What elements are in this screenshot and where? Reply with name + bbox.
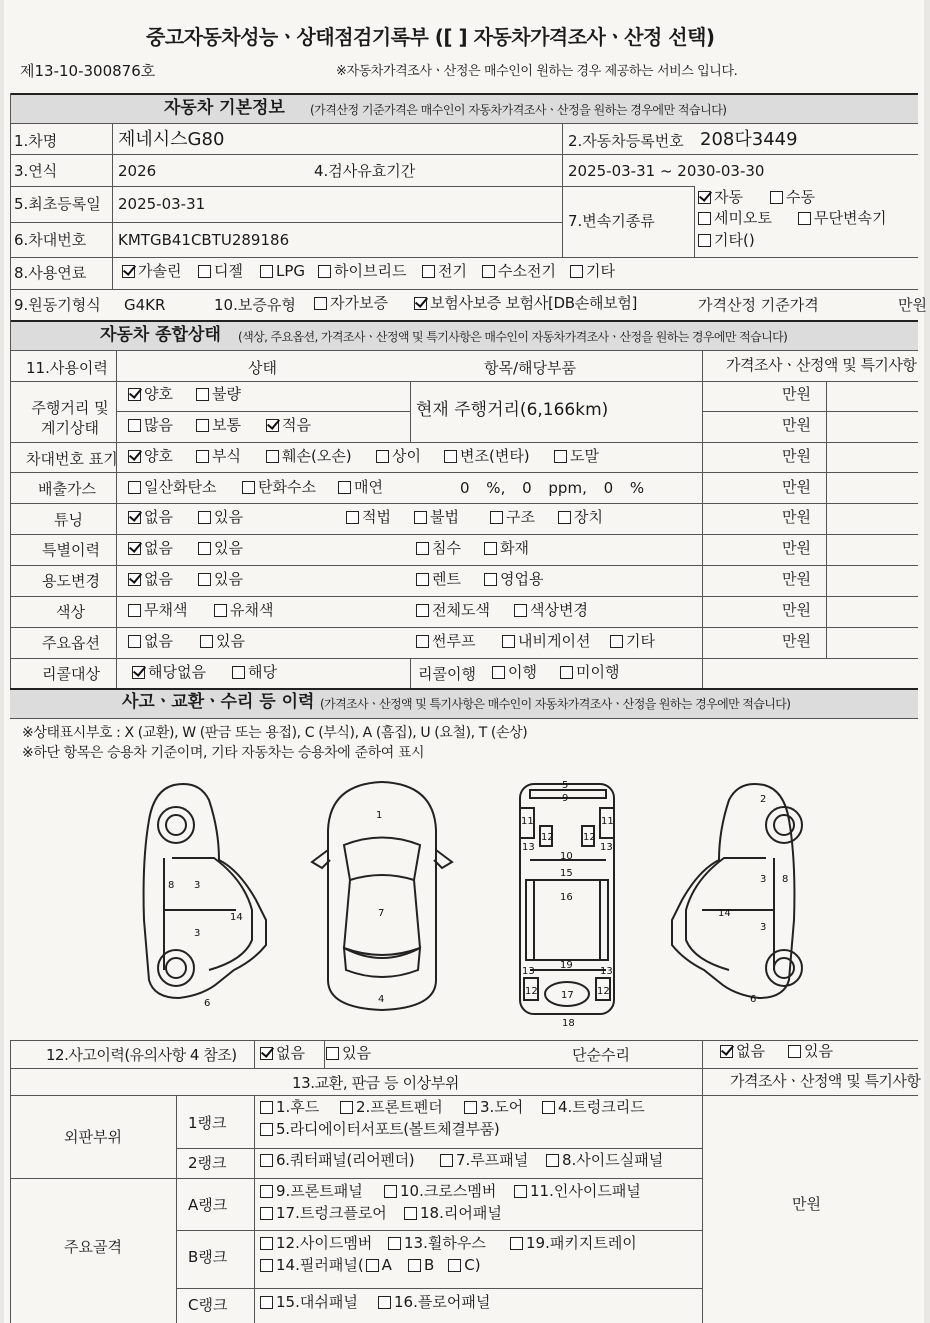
diagram-label-13-under-rear-left: 13 <box>522 966 535 977</box>
price-base-unit: 만원 <box>898 296 927 314</box>
document-number: 제13-10-300876호 <box>20 62 156 80</box>
car-diagram <box>4 770 924 1040</box>
part-quarter-panel-option[interactable]: 6.쿼터패널(리어펜더) <box>260 1153 414 1168</box>
first-reg-value: 2025-03-31 <box>118 195 206 213</box>
form-title: 중고자동차성능ㆍ상태점검기록부 ([ ] 자동차가격조사ㆍ산정 선택) <box>146 25 715 49</box>
emission-smoke-option[interactable]: 매연 <box>338 480 383 495</box>
accident-none-option[interactable]: 없음 <box>260 1046 305 1061</box>
part-side-sill-option[interactable]: 8.사이드실패널 <box>546 1153 663 1168</box>
trans-auto-option[interactable]: 자동 <box>698 190 743 205</box>
part-trunk-floor-option[interactable]: 17.트렁크플로어 <box>260 1206 387 1221</box>
special-flood-option[interactable]: 침수 <box>416 541 461 556</box>
diagram-label-5-under: 5 <box>562 780 569 791</box>
mileage-price-unit-2: 만원 <box>782 416 811 434</box>
rule <box>826 381 827 658</box>
recall-performed-label: 리콜이행 <box>418 665 476 683</box>
tuning-price-unit: 만원 <box>782 508 811 526</box>
tuning-illegal-option[interactable]: 불법 <box>414 510 459 525</box>
outer-panel-label: 외판부위 <box>64 1128 122 1146</box>
plate-altered-option[interactable]: 변조(변타) <box>444 449 530 464</box>
plate-painted-option[interactable]: 도말 <box>554 449 599 464</box>
model-year-value: 2026 <box>118 162 157 180</box>
fuel-label: 8.사용연료 <box>14 264 87 282</box>
color-full-paint-option[interactable]: 전체도색 <box>416 603 490 618</box>
rule <box>10 718 918 719</box>
diagram-label-13-under-rear-right: 13 <box>600 966 613 977</box>
emission-hc-option[interactable]: 탄화수소 <box>242 480 316 495</box>
rule <box>410 381 411 442</box>
diagram-label-14-right: 14 <box>718 908 731 919</box>
options-navigation-option[interactable]: 내비게이션 <box>502 634 590 649</box>
emission-label: 배출가스 <box>38 480 96 498</box>
part-package-tray-option[interactable]: 19.패키지트레이 <box>510 1236 637 1251</box>
plate-mismatch-option[interactable]: 상이 <box>376 449 421 464</box>
special-history-label: 특별이력 <box>42 541 100 559</box>
special-exists-option[interactable]: 있음 <box>198 541 243 556</box>
accident-history-label: 12.사고이력(유의사항 4 참조) <box>46 1046 237 1064</box>
rule <box>10 658 918 659</box>
basic-info-note: (가격산정 기준가격은 매수인이 자동차가격조사ㆍ산정을 원하는 경우에만 적습니다) <box>310 103 727 117</box>
rankA-label: A랭크 <box>188 1196 228 1214</box>
tuning-label: 튜닝 <box>54 511 83 529</box>
diagram-label-2-right: 2 <box>760 794 767 805</box>
rule <box>10 320 11 688</box>
rule <box>10 1095 918 1096</box>
usage-exists-option[interactable]: 있음 <box>198 572 243 587</box>
options-sunroof-option[interactable]: 썬루프 <box>416 634 475 649</box>
car-left-side-view <box>144 784 266 998</box>
diagram-label-11-under-left: 11 <box>521 816 534 827</box>
pillar-b-checkbox[interactable] <box>408 1259 421 1272</box>
frame-label: 주요골격 <box>64 1238 122 1256</box>
plate-good-option[interactable]: 양호 <box>128 449 173 464</box>
rule <box>562 123 563 186</box>
rule <box>10 123 918 124</box>
state-header: 상태 <box>248 359 277 377</box>
rule <box>10 320 918 322</box>
diagram-label-6-left: 6 <box>204 998 211 1009</box>
rule <box>10 442 918 443</box>
color-price-unit: 만원 <box>782 601 811 619</box>
plate-price-unit: 만원 <box>782 447 811 465</box>
car-name-value: 제네시스G80 <box>118 129 225 150</box>
rule <box>10 1040 11 1323</box>
tuning-device-option[interactable]: 장치 <box>558 510 603 525</box>
rule <box>112 123 113 289</box>
recall-applicable-option[interactable]: 해당 <box>232 665 277 680</box>
part-rear-panel-option[interactable]: 18.리어패널 <box>404 1206 502 1221</box>
recall-label: 리콜대상 <box>42 665 100 683</box>
diagram-label-13-under-right: 13 <box>600 842 613 853</box>
diagram-label-7-top: 7 <box>378 908 385 919</box>
rule <box>10 472 918 473</box>
usage-price-unit: 만원 <box>782 570 811 588</box>
diagram-label-10-under: 10 <box>560 851 573 862</box>
car-right-side-view <box>672 784 802 998</box>
options-other-option[interactable]: 기타 <box>610 634 655 649</box>
inspection-period-label: 4.검사유효기간 <box>314 162 416 180</box>
options-exists-option[interactable]: 있음 <box>200 634 245 649</box>
warranty-label: 10.보증유형 <box>214 296 296 314</box>
rule <box>10 289 918 290</box>
rankC-label: C랭크 <box>188 1296 228 1314</box>
diagram-label-4-top: 4 <box>378 994 385 1005</box>
parts-price-unit: 만원 <box>792 1195 821 1213</box>
rule <box>10 596 918 597</box>
rule <box>10 627 918 628</box>
repair-none-option[interactable]: 없음 <box>720 1044 765 1059</box>
fuel-hydrogen-option[interactable]: 수소전기 <box>482 264 556 279</box>
usage-change-label: 용도변경 <box>42 572 100 590</box>
fuel-electric-option[interactable]: 전기 <box>422 264 467 279</box>
accident-note: (가격조사ㆍ산정액 및 특기사항은 매수인이 자동차가격조사ㆍ산정을 원하는 경우에만 적습니다) <box>320 697 791 711</box>
usage-history-header: 11.사용이력 <box>26 359 108 377</box>
emission-price-unit: 만원 <box>782 478 811 496</box>
rule <box>694 186 695 257</box>
diagram-label-19-under: 19 <box>560 960 573 971</box>
part-door-option[interactable]: 3.도어 <box>464 1100 523 1115</box>
options-none-option[interactable]: 없음 <box>128 634 173 649</box>
rule <box>116 350 117 688</box>
rule <box>410 658 411 688</box>
transmission-label: 7.변속기종류 <box>568 212 655 230</box>
rankB-label: B랭크 <box>188 1248 228 1266</box>
diagram-label-9-under: 9 <box>562 793 569 804</box>
recall-na-option[interactable]: 해당없음 <box>132 665 206 680</box>
tuning-structure-option[interactable]: 구조 <box>490 510 535 525</box>
mileage-label: 주행거리 및 계기상태 <box>31 399 109 437</box>
fuel-hybrid-option[interactable]: 하이브리드 <box>318 264 406 279</box>
rule <box>10 222 562 223</box>
trans-cvt-option[interactable]: 무단변속기 <box>798 211 886 226</box>
tuning-legal-option[interactable]: 적법 <box>346 510 391 525</box>
diagram-label-16-under: 16 <box>560 892 573 903</box>
plate-damage-option[interactable]: 훼손(오손) <box>266 449 352 464</box>
color-chromatic-option[interactable]: 유채색 <box>214 603 273 618</box>
diagram-label-17-under: 17 <box>561 990 574 1001</box>
options-price-unit: 만원 <box>782 632 811 650</box>
mileage-good-option[interactable]: 양호 <box>128 387 173 402</box>
diagram-label-3-rear-right: 3 <box>760 922 767 933</box>
fuel-other-option[interactable]: 기타 <box>570 264 615 279</box>
status-title: 자동차 종합상태 <box>100 325 221 345</box>
rule <box>10 381 918 382</box>
pillar-c-checkbox[interactable] <box>448 1259 461 1272</box>
rule <box>562 186 563 257</box>
part-radiator-support-option[interactable]: 5.라디에이터서포트(볼트체결부품) <box>260 1122 499 1137</box>
main-options-label: 주요옵션 <box>42 634 100 652</box>
part-dash-panel-option[interactable]: 15.대쉬패널 <box>260 1295 358 1310</box>
rule <box>10 1178 702 1179</box>
diagram-label-12-under-rear-right: 12 <box>597 986 610 997</box>
special-price-unit: 만원 <box>782 539 811 557</box>
basic-info-title: 자동차 기본정보 <box>164 98 285 118</box>
rank1-label: 1랭크 <box>188 1114 227 1132</box>
diagram-label-3-rear-left: 3 <box>194 928 201 939</box>
diagram-label-18-under: 18 <box>562 1018 575 1029</box>
rule <box>254 1040 255 1068</box>
rule <box>10 257 918 258</box>
part-pillar-panel-option[interactable]: 14.필러패널( A B C) <box>260 1258 481 1273</box>
part-floor-panel-option[interactable]: 16.플로어패널 <box>378 1295 490 1310</box>
model-year-label: 3.연식 <box>14 162 58 180</box>
reg-number-value: 208다3449 <box>700 129 798 150</box>
inspection-period-value: 2025-03-31 ~ 2030-03-30 <box>568 162 765 180</box>
rule <box>176 1230 702 1231</box>
rule <box>324 1040 325 1068</box>
rule <box>176 1148 702 1149</box>
rule <box>10 1040 918 1041</box>
trans-manual-option[interactable]: 수동 <box>770 190 815 205</box>
diagram-label-12-under-right: 12 <box>583 832 596 843</box>
accident-price-header: 가격조사ㆍ산정액 및 특기사항 <box>730 1072 921 1090</box>
color-change-option[interactable]: 색상변경 <box>514 603 588 618</box>
diagram-label-6-right: 6 <box>750 994 757 1005</box>
plate-corrosion-option[interactable]: 부식 <box>196 449 241 464</box>
plate-label: 차대번호 표기 <box>26 450 118 468</box>
diagram-label-3-front-left: 3 <box>194 880 201 891</box>
mileage-few-option[interactable]: 적음 <box>266 418 311 433</box>
rule <box>702 350 703 688</box>
usage-rent-option[interactable]: 렌트 <box>416 572 461 587</box>
part-front-panel-option[interactable]: 9.프론트패널 <box>260 1184 363 1199</box>
rule <box>702 1040 703 1323</box>
trans-semi-option[interactable]: 세미오토 <box>698 211 772 226</box>
rule <box>10 534 918 535</box>
color-achromatic-option[interactable]: 무채색 <box>128 603 187 618</box>
recall-not-done-option[interactable]: 미이행 <box>560 665 619 680</box>
mileage-normal-option[interactable]: 보통 <box>196 418 241 433</box>
diagram-label-13-under-left: 13 <box>522 842 535 853</box>
rule <box>10 93 11 320</box>
accident-exists-option[interactable]: 있음 <box>326 1046 371 1061</box>
diagram-label-14-left: 14 <box>230 912 243 923</box>
fuel-gasoline-option[interactable]: 가솔린 <box>122 264 181 279</box>
accident-title: 사고ㆍ교환ㆍ수리 등 이력 <box>122 692 315 712</box>
simple-repair-label: 단순수리 <box>572 1046 630 1064</box>
engine-value: G4KR <box>124 296 166 314</box>
price-base-label: 가격산정 기준가격 <box>698 296 819 314</box>
part-cross-member-option[interactable]: 10.크로스멤버 <box>384 1184 496 1199</box>
fuel-lpg-option[interactable]: LPG <box>260 264 305 279</box>
rule <box>116 411 410 412</box>
part-trunk-lid-option[interactable]: 4.트렁크리드 <box>542 1100 645 1115</box>
emission-co-option[interactable]: 일산화탄소 <box>128 480 216 495</box>
part-side-member-option[interactable]: 12.사이드멤버 <box>260 1236 372 1251</box>
rule <box>10 1068 918 1069</box>
warranty-self-option[interactable]: 자가보증 <box>314 296 388 311</box>
rule <box>10 688 918 690</box>
rule <box>10 350 918 351</box>
rule <box>702 411 918 412</box>
service-notice: ※자동차가격조사ㆍ산정은 매수인이 원하는 경우 제공하는 서비스 입니다. <box>336 64 738 79</box>
recall-done-option[interactable]: 이행 <box>492 665 537 680</box>
item-header: 항목/해당부품 <box>484 359 576 377</box>
price-remarks-header: 가격조사ㆍ산정액 및 특기사항 <box>726 356 917 374</box>
tuning-exists-option[interactable]: 있음 <box>198 510 243 525</box>
diagram-label-11-under-right: 11 <box>601 816 614 827</box>
emission-values: 0 %, 0 ppm, 0 % <box>460 479 645 497</box>
first-reg-label: 5.최초등록일 <box>14 195 101 213</box>
engine-label: 9.원동기형식 <box>14 296 101 314</box>
rule <box>10 565 918 566</box>
diagram-label-15-under: 15 <box>560 868 573 879</box>
special-none-option[interactable]: 없음 <box>128 541 173 556</box>
part-hood-option[interactable]: 1.후드 <box>260 1100 319 1115</box>
pillar-a-checkbox[interactable] <box>366 1259 379 1272</box>
diagram-label-12-under-left: 12 <box>541 832 554 843</box>
status-code-legend: ※상태표시부호 : X (교환), W (판금 또는 용접), C (부식), A (흠집), U (요철), T (손상) <box>22 725 528 741</box>
diagram-label-8-right: 8 <box>782 874 789 885</box>
repair-exists-option[interactable]: 있음 <box>788 1044 833 1059</box>
vin-label: 6.차대번호 <box>14 231 87 249</box>
diagram-label-3-front-right: 3 <box>760 874 767 885</box>
car-name-label: 1.차명 <box>14 132 58 150</box>
part-wheel-house-option[interactable]: 13.휠하우스 <box>388 1236 486 1251</box>
part-front-fender-option[interactable]: 2.프론트펜더 <box>340 1100 443 1115</box>
vin-value: KMTGB41CBTU289186 <box>118 231 290 249</box>
diagram-label-1-top: 1 <box>376 810 383 821</box>
part-roof-panel-option[interactable]: 7.루프패널 <box>440 1153 528 1168</box>
mileage-price-unit-1: 만원 <box>782 385 811 403</box>
mileage-many-option[interactable]: 많음 <box>128 418 173 433</box>
inspection-form <box>4 0 927 1323</box>
abnormal-parts-header: 13.교환, 판금 등 이상부위 <box>292 1074 459 1092</box>
usage-none-option[interactable]: 없음 <box>128 572 173 587</box>
color-label: 색상 <box>56 603 85 621</box>
tuning-none-option[interactable]: 없음 <box>128 510 173 525</box>
fuel-diesel-option[interactable]: 디젤 <box>198 264 243 279</box>
diagram-label-12-under-rear-left: 12 <box>525 986 538 997</box>
current-mileage: 현재 주행거리(6,166km) <box>416 400 609 420</box>
rank2-label: 2랭크 <box>188 1154 227 1172</box>
special-fire-option[interactable]: 화재 <box>484 541 529 556</box>
part-inside-panel-option[interactable]: 11.인사이드패널 <box>514 1184 641 1199</box>
rule <box>10 154 918 155</box>
passenger-car-note: ※하단 항목은 승용차 기준이며, 기타 자동차는 승용차에 준하여 표시 <box>22 745 425 761</box>
status-note: (색상, 주요옵션, 가격조사ㆍ산정액 및 특기사항은 매수인이 자동차가격조사ㆍ산정을 원하는 경우에만 적습니다) <box>238 330 788 344</box>
rule <box>10 503 918 504</box>
reg-number-label: 2.자동차등록번호 <box>568 132 684 150</box>
warranty-insurance-option[interactable]: 보험사보증 보험사[DB손해보험] <box>414 296 637 311</box>
rule <box>176 1288 702 1289</box>
rule <box>10 93 918 95</box>
usage-business-option[interactable]: 영업용 <box>484 572 543 587</box>
mileage-bad-option[interactable]: 불량 <box>196 387 241 402</box>
diagram-label-8-left: 8 <box>168 880 175 891</box>
trans-other-option[interactable]: 기타() <box>698 233 755 248</box>
